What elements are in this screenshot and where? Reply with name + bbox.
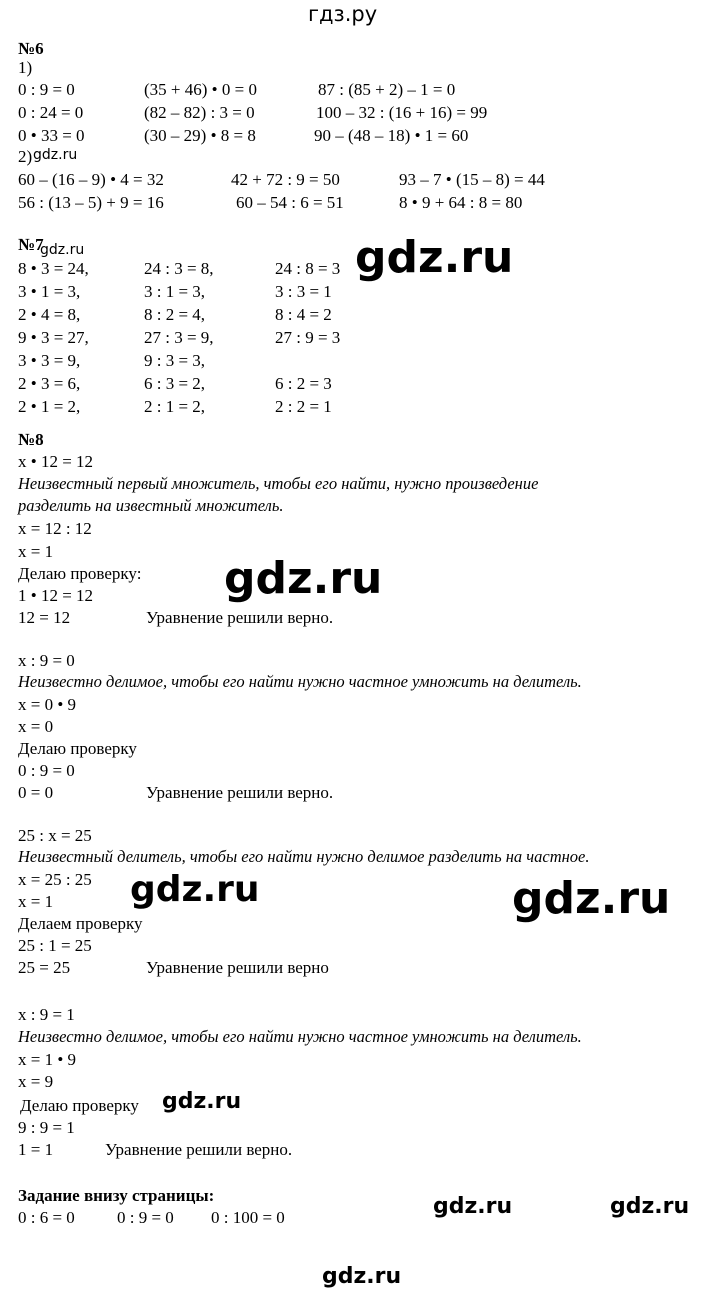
task7-cell: 3 : 3 = 1 — [275, 282, 332, 301]
task6-cell: 100 – 32 : (16 + 16) = 99 — [316, 103, 488, 122]
eq3-equation: 25 : x = 25 — [18, 826, 92, 845]
task7-cell: 2 • 3 = 6, — [18, 374, 81, 393]
task6-cell: 93 – 7 • (15 – 8) = 44 — [399, 170, 545, 189]
task7-cell: 2 • 4 = 8, — [18, 305, 81, 324]
task7-cell: 2 : 1 = 2, — [144, 397, 206, 416]
watermark: gdz.ru — [130, 869, 260, 910]
task6-cell: 42 + 72 : 9 = 50 — [231, 170, 340, 189]
task6-part2: 2) — [18, 147, 33, 166]
eq3-check-line: 25 : 1 = 25 — [18, 936, 92, 955]
eq1-check-line: 12 = 12 — [18, 608, 71, 627]
watermark: gdz.ru — [355, 232, 514, 283]
task7-cell: 8 : 4 = 2 — [275, 305, 332, 324]
task6-cell: (35 + 46) • 0 = 0 — [144, 80, 257, 99]
task6-part1: 1) — [18, 58, 33, 77]
eq3-check-line: 25 = 25 — [18, 958, 71, 977]
watermark: gdz.ru — [512, 873, 671, 924]
task6-cell: (82 – 82) : 3 = 0 — [144, 103, 255, 122]
eq4-check-line: 9 : 9 = 1 — [18, 1118, 75, 1137]
task6-cell: 56 : (13 – 5) + 9 = 16 — [18, 193, 164, 212]
task7-cell: 3 • 3 = 9, — [18, 351, 81, 370]
task7-cell: 27 : 9 = 3 — [275, 328, 341, 347]
eq1-equation: x • 12 = 12 — [18, 452, 94, 471]
task7-cell: 2 : 2 = 1 — [275, 397, 332, 416]
bottom-task-item: 0 : 100 = 0 — [211, 1208, 285, 1227]
eq2-equation: x : 9 = 0 — [18, 651, 75, 670]
bottom-task-title: Задание внизу страницы: — [18, 1186, 215, 1205]
task7-cell: 8 : 2 = 4, — [144, 305, 206, 324]
eq3-step: x = 25 : 25 — [18, 870, 92, 889]
eq2-check-line: 0 : 9 = 0 — [18, 761, 75, 780]
task6-cell: 0 • 33 = 0 — [18, 126, 85, 145]
eq2-check: Делаю проверку — [18, 739, 137, 758]
task7-title: №7 — [18, 235, 44, 254]
eq4-rule: Неизвестно делимое, чтобы его найти нужно частное умножить на делитель. — [18, 1027, 582, 1046]
eq2-step: x = 0 • 9 — [18, 695, 77, 714]
task6-cell: 8 • 9 + 64 : 8 = 80 — [399, 193, 523, 212]
eq3-result: Уравнение решили верно — [146, 958, 329, 977]
eq4-step: x = 9 — [18, 1072, 54, 1091]
watermark: gdz.ru — [33, 147, 78, 163]
task7-cell: 2 • 1 = 2, — [18, 397, 81, 416]
task7-cell: 3 • 1 = 3, — [18, 282, 81, 301]
task6-cell: (30 – 29) • 8 = 8 — [144, 126, 256, 145]
bottom-task-item: 0 : 9 = 0 — [117, 1208, 174, 1227]
task6-cell: 90 – (48 – 18) • 1 = 60 — [314, 126, 469, 145]
eq4-result: Уравнение решили верно. — [105, 1140, 293, 1159]
eq4-equation: x : 9 = 1 — [18, 1005, 75, 1024]
eq2-step: x = 0 — [18, 717, 54, 736]
site-header: гдз.ру — [308, 2, 378, 26]
task8-title: №8 — [18, 430, 44, 449]
watermark: gdz.ru — [40, 242, 85, 258]
eq4-step: x = 1 • 9 — [18, 1050, 77, 1069]
eq1-rule: Неизвестный первый множитель, чтобы его найти, нужно произведение — [18, 474, 539, 493]
eq3-step: x = 1 — [18, 892, 54, 911]
task6-cell: 0 : 24 = 0 — [18, 103, 84, 122]
eq1-result: Уравнение решили верно. — [146, 608, 334, 627]
eq4-check-line: 1 = 1 — [18, 1140, 54, 1159]
watermark: gdz.ru — [433, 1194, 513, 1219]
bottom-task-item: 0 : 6 = 0 — [18, 1208, 75, 1227]
eq3-check: Делаем проверку — [18, 914, 143, 933]
eq1-step: x = 12 : 12 — [18, 519, 92, 538]
task7-cell: 3 : 1 = 3, — [144, 282, 206, 301]
task7-cell: 6 : 3 = 2, — [144, 374, 206, 393]
task7-cell: 6 : 2 = 3 — [275, 374, 332, 393]
task7-cell: 9 • 3 = 27, — [18, 328, 89, 347]
task6-cell: 60 – (16 – 9) • 4 = 32 — [18, 170, 164, 189]
task7-cell: 24 : 8 = 3 — [275, 259, 341, 278]
eq1-check-line: 1 • 12 = 12 — [18, 586, 94, 605]
task6-title: №6 — [18, 39, 44, 58]
eq3-rule: Неизвестный делитель, чтобы его найти нужно делимое разделить на частное. — [18, 847, 590, 866]
watermark: gdz.ru — [610, 1194, 690, 1219]
eq4-check: Делаю проверку — [20, 1096, 139, 1115]
task6-cell: 87 : (85 + 2) – 1 = 0 — [318, 80, 456, 99]
eq1-rule: разделить на известный множитель. — [18, 496, 284, 515]
eq2-result: Уравнение решили верно. — [146, 783, 334, 802]
eq1-step: x = 1 — [18, 542, 54, 561]
eq2-check-line: 0 = 0 — [18, 783, 54, 802]
task6-cell: 0 : 9 = 0 — [18, 80, 75, 99]
task7-cell: 27 : 3 = 9, — [144, 328, 214, 347]
eq1-check: Делаю проверку: — [18, 564, 142, 583]
watermark: gdz.ru — [162, 1089, 242, 1114]
task6-cell: 60 – 54 : 6 = 51 — [236, 193, 344, 212]
task7-cell: 9 : 3 = 3, — [144, 351, 206, 370]
watermark: gdz.ru — [322, 1264, 402, 1289]
eq2-rule: Неизвестно делимое, чтобы его найти нужно частное умножить на делитель. — [18, 672, 582, 691]
watermark: gdz.ru — [224, 553, 383, 604]
task7-cell: 8 • 3 = 24, — [18, 259, 89, 278]
task7-cell: 24 : 3 = 8, — [144, 259, 214, 278]
